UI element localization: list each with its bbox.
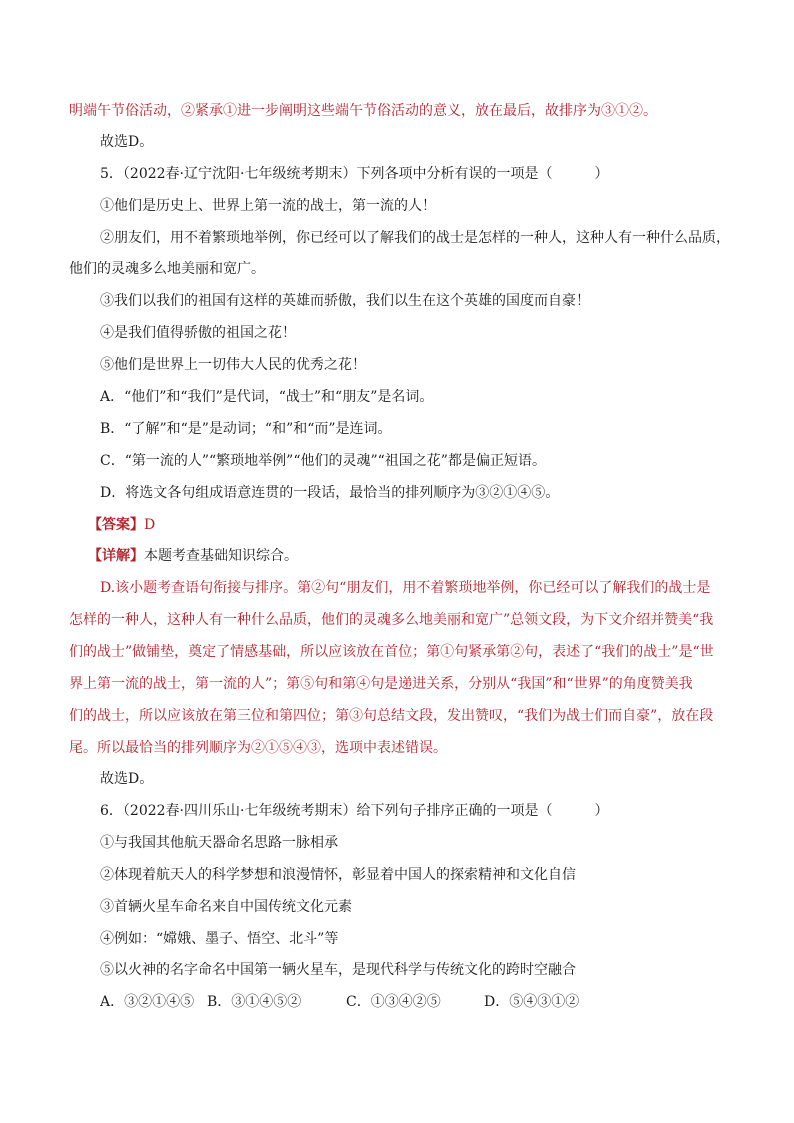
q5-option-a: A．“他们”和“我们”是代词，“战士”和“朋友”是名词。	[100, 389, 434, 405]
q6-option-a: A．③②①④⑤	[100, 994, 195, 1010]
q5-detail-line-2: 怎样的一种人，这种人有一种什么品质，他们的灵魂多么地美丽和宽广”总领文段，为下文介绍并赞美“我	[69, 612, 714, 628]
question-number: 5．	[100, 166, 123, 182]
question-stem: 下列各项中分析有误的一项是（ ）	[356, 166, 609, 182]
q5-sentence-1: ①他们是历史上、世界上第一流的战士，第一流的人！	[100, 198, 436, 214]
q6-sentence-3: ③首辆火星车命名来自中国传统文化元素	[100, 899, 352, 915]
question-6-header	[100, 801, 730, 821]
q5-option-b: B．“了解”和“是”是动词；“和”和“而”是连词。	[100, 421, 392, 437]
q5-conclusion: 故选D。	[100, 771, 154, 787]
detail-label: 【详解】	[88, 548, 144, 564]
question-number: 6．	[100, 803, 123, 819]
q5-option-d: D．将选文各句组成语意连贯的一段话，最恰当的排列顺序为③②①④⑤。	[100, 485, 560, 501]
q5-detail-line-3: 们的战士”做铺垫，奠定了情感基础，所以应该放在首位；第①句紧承第②句，表述了“我们的战士”是“世	[69, 644, 714, 660]
prev-conclusion: 故选D。	[100, 134, 154, 150]
answer-label: 【答案】	[88, 517, 144, 533]
q6-option-d: D．⑤④③①②	[484, 994, 580, 1010]
q5-sentence-5: ⑤他们是世界上一切伟大人民的优秀之花！	[100, 357, 366, 373]
q6-sentence-2: ②体现着航天人的科学梦想和浪漫情怀，彰显着中国人的探索精神和文化自信	[100, 867, 576, 883]
q5-option-c: C．“第一流的人”“繁琐地举例”“他们的灵魂”“祖国之花”都是偏正短语。	[100, 453, 546, 469]
q5-sentence-2: ②朋友们，用不着繁琐地举例，你已经可以了解我们的战士是怎样的一种人，这种人有一种什么品质，	[100, 230, 730, 246]
detail-intro: 本题考查基础知识综合。	[144, 548, 298, 564]
q5-sentence-4: ④是我们值得骄傲的祖国之花！	[100, 325, 296, 341]
q5-sentence-2-cont: 他们的灵魂多么地美丽和宽广。	[69, 261, 265, 277]
question-source: （2022春·辽宁沈阳·七年级统考期末）	[122, 166, 357, 182]
q5-answer	[88, 515, 748, 535]
q6-option-c: C．①③④②⑤	[346, 994, 441, 1010]
q5-detail-line-6: 尾。所以最恰当的排列顺序为②①⑤④③，选项中表述错误。	[69, 740, 447, 756]
q5-detail-line-1: D.该小题考查语句衔接与排序。第②句“朋友们，用不着繁琐地举例，你已经可以了解我们的战士是	[100, 580, 711, 596]
q6-sentence-4: ④例如：“嫦娥、墨子、悟空、北斗”等	[100, 931, 339, 947]
q5-detail-line-5: 们的战士，所以应该放在第三位和第四位；第③句总结文段，发出赞叹，“我们为战士们而自豪”，放在段	[69, 708, 714, 724]
answer-value: D	[144, 517, 156, 533]
q5-detail-header	[88, 546, 748, 566]
q5-detail-line-4: 界上第一流的战士，第一流的人”；第⑤句和第④句是递进关系，分别从“我国”和“世界”的角度赞美我	[69, 676, 693, 692]
q5-sentence-3: ③我们以我们的祖国有这样的英雄而骄傲，我们以生在这个英雄的国度而自豪！	[100, 293, 590, 309]
q6-sentence-1: ①与我国其他航天器命名思路一脉相承	[100, 835, 338, 851]
question-source: （2022春·四川乐山·七年级统考期末）	[122, 803, 357, 819]
q6-sentence-5: ⑤以火神的名字命名中国第一辆火星车，是现代科学与传统文化的跨时空融合	[100, 962, 576, 978]
prev-analysis-line: 明端午节俗活动，②紧承①进一步阐明这些端午节俗活动的意义，放在最后，故排序为③①②。	[69, 103, 657, 119]
question-stem: 给下列句子排序正确的一项是（ ）	[356, 803, 609, 819]
question-5-header	[100, 164, 730, 184]
q6-option-b: B．③①④⑤②	[207, 994, 302, 1010]
